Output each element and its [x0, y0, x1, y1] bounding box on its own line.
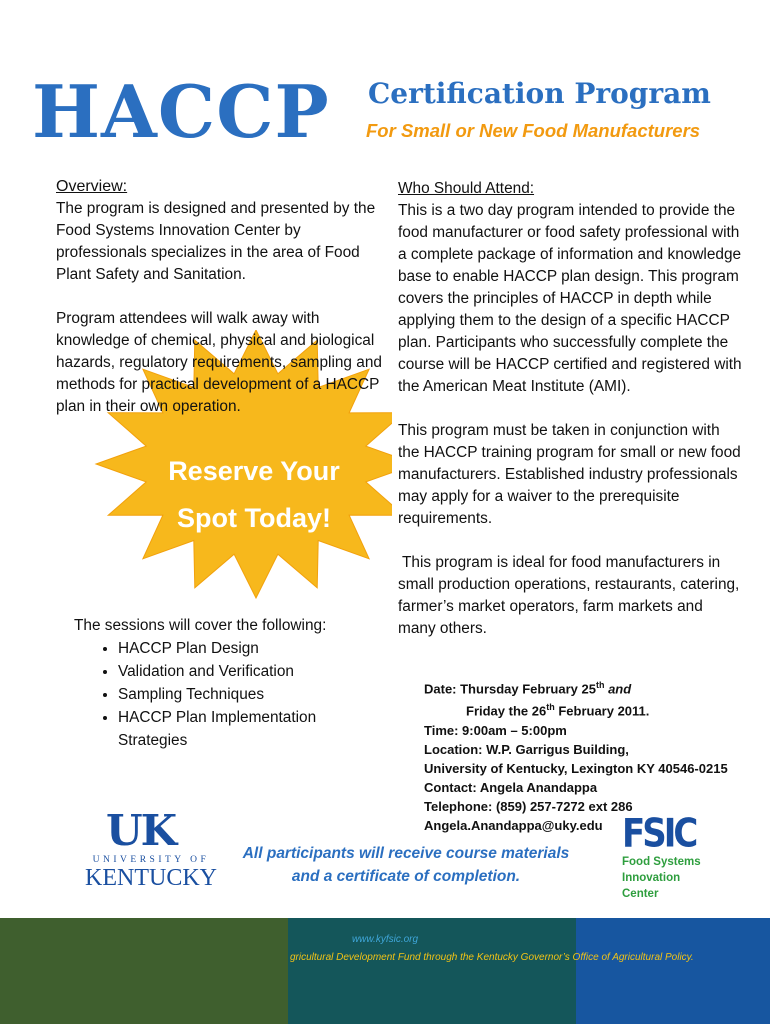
fsic-mark: FSIC: [622, 810, 696, 857]
fsic-line-2: Innovation: [622, 872, 681, 884]
event-time: Time: 9:00am – 5:00pm: [424, 722, 567, 738]
program-title: Certification Program: [368, 77, 711, 110]
sessions-list: [74, 637, 374, 752]
footer-note: gricultural Development Fund through the Kentucky Governor’s Office of Agricultural Policy.: [290, 952, 694, 963]
event-address: University of Kentucky, Lexington KY 40546-0215: [424, 760, 728, 776]
who-heading: Who Should Attend:: [398, 180, 535, 197]
event-email[interactable]: Angela.Anandappa@uky.edu: [424, 817, 603, 833]
session-item: • Validation and Verification: [118, 660, 374, 683]
who-paragraph-1: This is a two day program intended to provide the food manufacturer or food safety professional with a complete package of information and knowledge base to enable HACCP plan design. This program covers the principles of HACCP in depth while applying them to the design of a specific HACCP plan. Participants who successfully complete the course will be HACCP certified and registered with the American Meat Institute (AMI).: [398, 202, 742, 395]
fsic-logo: [618, 810, 706, 905]
uk-logo: [76, 806, 226, 892]
event-date-line-2: [424, 698, 754, 720]
overview-section: [56, 176, 386, 418]
uk-mark: UK: [106, 806, 176, 855]
uk-line-2: KENTUCKY: [85, 865, 217, 891]
date-suffix-2: th: [546, 702, 555, 713]
session-item: • Sampling Techniques: [118, 683, 374, 706]
reserve-line-2: Spot Today!: [177, 503, 331, 533]
participants-note: All participants will receive course materials and a certificate of completion.: [242, 845, 570, 885]
event-date-1: Date: Thursday February 25: [424, 681, 596, 697]
event-date-line-1: [424, 676, 754, 698]
fsic-line-3: Center: [622, 888, 659, 900]
date-suffix-1: th: [595, 680, 605, 690]
program-subtitle: For Small or New Food Manufacturers: [366, 120, 701, 141]
session-item: • HACCP Plan Implementation Strategies: [118, 706, 374, 752]
overview-paragraph-1: The program is designed and presented by the Food Systems Innovation Center by professionals specializes in the area of Food Plant Safety and Sanitation.: [56, 200, 376, 283]
reserve-callout-text: [150, 448, 358, 542]
event-date-2: Friday the 26: [466, 703, 547, 719]
who-section: [398, 178, 743, 640]
footer-url[interactable]: www.kyfsic.org: [351, 934, 419, 945]
session-item: • HACCP Plan Design: [118, 637, 374, 660]
event-telephone: Telephone: (859) 257-7272 ext 286: [424, 798, 633, 814]
event-details: [424, 676, 754, 835]
overview-paragraph-2: Program attendees will walk away with knowledge of chemical, physical and biological hazards, regulatory requirements, sampling and methods for practical development of a HACCP plan in their own operation.: [56, 310, 382, 415]
who-paragraph-2: This program must be taken in conjunction with the HACCP training program for small or new food manufacturers. Established industry professionals may apply for a waiver to the prerequisite requirements.: [398, 422, 741, 527]
event-date-and: and: [608, 681, 632, 697]
reserve-line-1: Reserve Your: [168, 456, 340, 486]
sessions-intro: The sessions will cover the following:: [74, 617, 327, 634]
event-location: Location: W.P. Garrigus Building,: [424, 741, 629, 757]
fsic-line-1: Food Systems: [622, 856, 701, 868]
who-paragraph-3: This program is ideal for food manufacturers in small production operations, restaurants, catering, farmer’s market operators, farm markets and many others.: [398, 554, 740, 637]
haccp-title: HACCP: [32, 69, 330, 154]
event-date-2-suffix: February 2011.: [558, 703, 650, 719]
event-contact: Contact: Angela Anandappa: [424, 779, 598, 795]
uk-line-1: UNIVERSITY OF: [92, 855, 210, 865]
overview-heading: Overview:: [56, 178, 128, 195]
sessions-section: [74, 614, 374, 752]
